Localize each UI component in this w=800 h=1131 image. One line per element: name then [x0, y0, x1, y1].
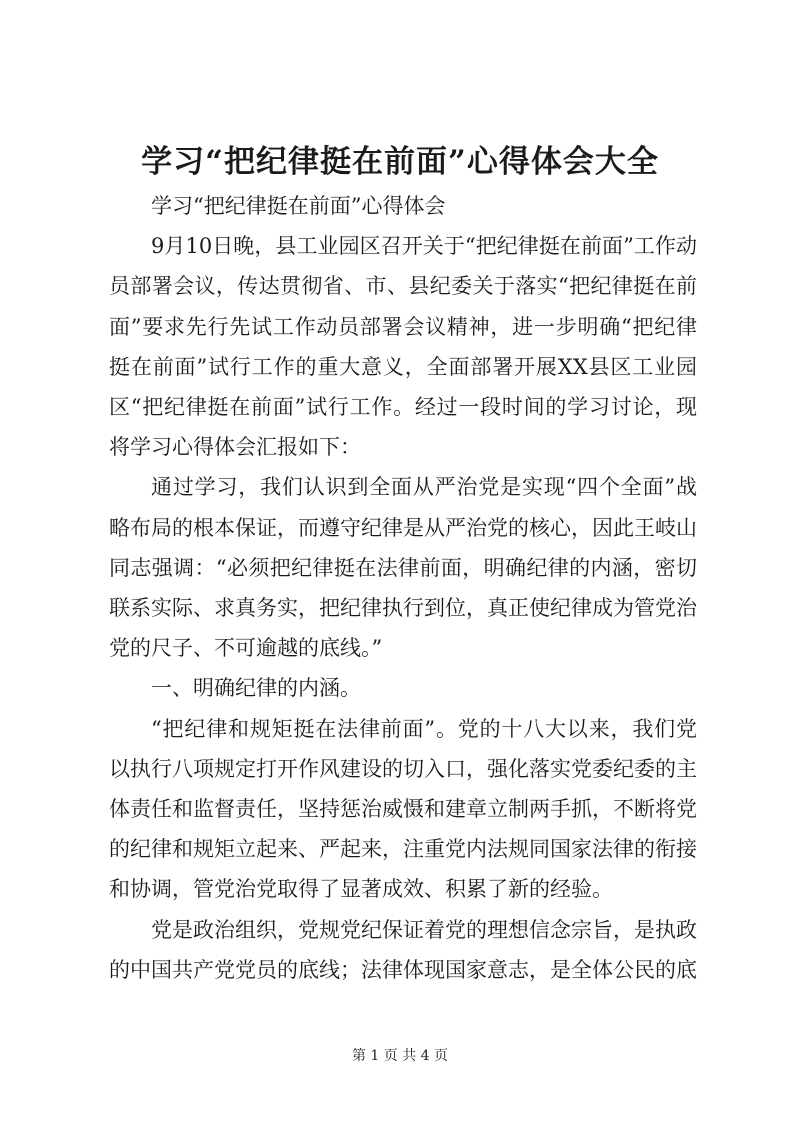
document-title: 学习“把纪律挺在前面”心得体会大全 [141, 144, 659, 180]
document-body [109, 186, 697, 990]
page-footer: 第 1 页 共 4 页 [351, 1048, 449, 1064]
paragraph-meeting: 9月10日晚，县工业园区召开关于“把纪律挺在前面”工作动员部署会议，传达贯彻省、市、县纪委关于落实“把纪律挺在前面”要求先行先试工作动员部署会议精神，进一步明确“把纪律挺在前面”试行工作的重大意义，全面部署开展XX县区工业园区“把纪律挺在前面”试行工作。经过一段时间的学习讨论，现将学习心得体会汇报如下： [109, 234, 697, 460]
paragraph-understanding: 通过学习，我们认识到全面从严治党是实现“四个全面”战略布局的根本保证，而遵守纪律是从严治党的核心，因此王岐山同志强调：“必须把纪律挺在法律前面，明确纪律的内涵，密切联系实际、求真务实，把纪律执行到位，真正使纪律成为管党治党的尺子、不可逾越的底线。” [109, 475, 697, 661]
section-heading-1: 一、明确纪律的内涵。 [151, 676, 361, 701]
paragraph-discipline: “把纪律和规矩挺在法律前面”。党的十八大以来，我们党以执行八项规定打开作风建设的切入口，强化落实党委纪委的主体责任和监督责任，坚持惩治威慑和建章立制两手抓，不断将党的纪律和规矩立起来、严起来，注重党内法规同国家法律的衔接和协调，管党治党取得了显著成效、积累了新的经验。 [109, 716, 697, 902]
paragraph-party-rules: 党是政治组织，党规党纪保证着党的理想信念宗旨，是执政的中国共产党党员的底线；法律体现国家意志，是全体公民的底 [109, 917, 697, 982]
paragraph-subtitle: 学习“把纪律挺在前面”心得体会 [151, 194, 446, 218]
